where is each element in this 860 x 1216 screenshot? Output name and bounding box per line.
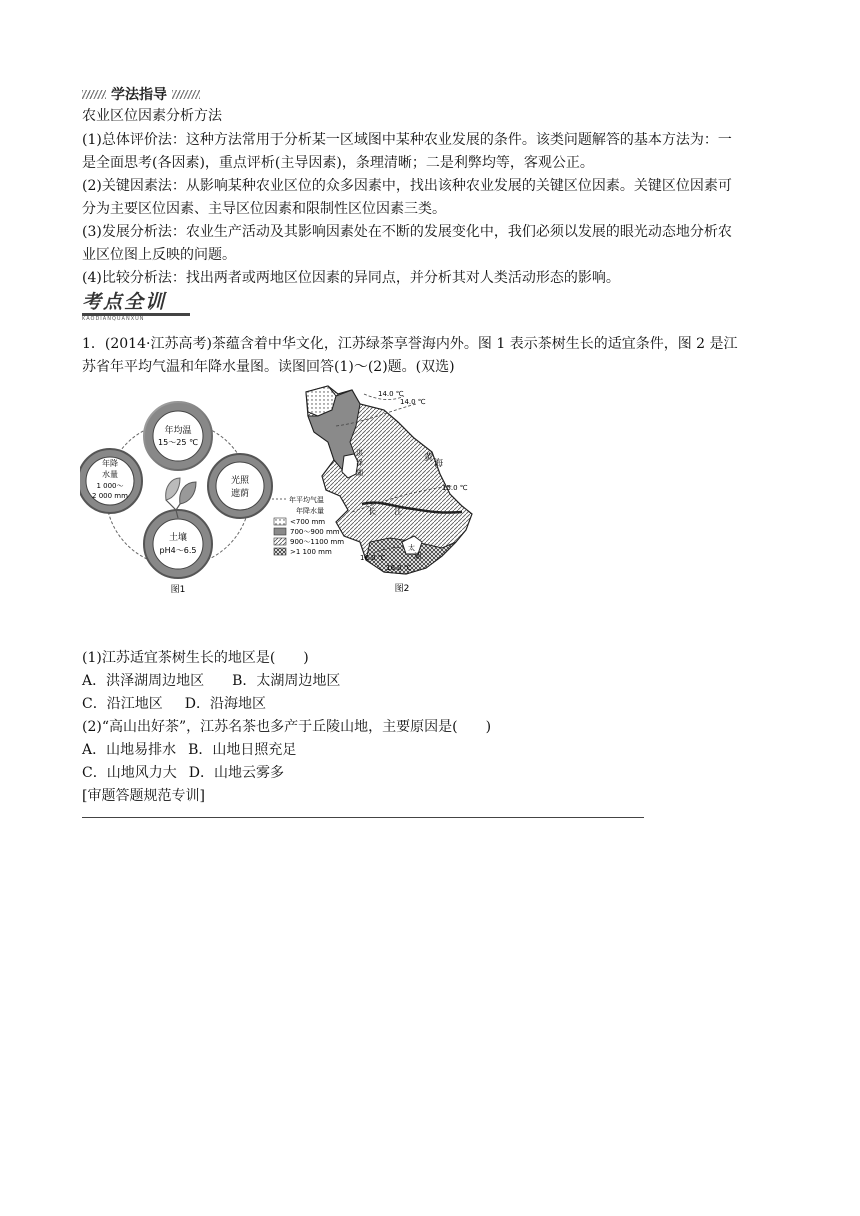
option-c[interactable]: C．沿江地区: [82, 696, 163, 712]
svg-text:遮荫: 遮荫: [230, 489, 250, 499]
method-line: (1)总体评价法：这种方法常用于分析某一区域图中某种农业发展的条件。该类问题解答的基本方法为：一: [82, 132, 732, 148]
figure-2-caption: 图2: [394, 584, 410, 594]
figure-1: [80, 386, 276, 600]
option-d[interactable]: D．沿海地区: [184, 696, 266, 712]
node-temperature: [144, 402, 212, 470]
option-d[interactable]: D．山地云雾多: [188, 765, 284, 781]
river-label: 江: [394, 507, 402, 516]
answer-line[interactable]: [82, 817, 644, 818]
tai-lake-label: 湖: [414, 552, 421, 560]
isotherm-label: 14.0 ℃: [400, 398, 426, 406]
method-line: 是全面思考(各因素)，重点评析(主导因素)，条理清晰；二是利弊均等，客观公正。: [82, 155, 594, 171]
map-legend: [272, 495, 344, 556]
sea-label: 海: [434, 459, 444, 469]
option-c[interactable]: C．山地风力大: [82, 765, 177, 781]
method-line: (2)关键因素法：从影响某种农业区位的众多因素中，找出该种农业发展的关键区位因素。关键区位因素可: [82, 178, 732, 194]
question-stem: 苏省年平均气温和年降水量图。读图回答(1)～(2)题。(双选): [82, 359, 455, 375]
tai-lake-label: 太: [408, 544, 415, 552]
option-row: [82, 739, 296, 761]
sea-label: 黄: [424, 453, 434, 463]
option-b[interactable]: B．太湖周边地区: [232, 673, 341, 689]
figure-2-map: [266, 382, 482, 596]
training-note: [审题答题规范专训]: [82, 788, 205, 804]
option-row: [82, 693, 266, 715]
figure-1-caption: 图1: [170, 585, 186, 595]
method-line: 业区位图上反映的问题。: [82, 247, 236, 263]
hatch-ornament-left: [82, 90, 106, 99]
brand-title: 考点全训: [82, 291, 167, 313]
legend-swatch: [274, 548, 286, 555]
node-precipitation: [80, 449, 142, 513]
option-a[interactable]: A．山地易排水: [82, 742, 177, 758]
hongze-label: 湖: [356, 469, 363, 477]
hatch-ornament-right: [172, 90, 200, 99]
question-stem: 1．(2014·江苏高考)茶蕴含着中华文化，江苏绿茶享誉海内外。图 1 表示茶树生长的适宜条件，图 2 是江: [82, 336, 738, 352]
method-line: (3)发展分析法：农业生产活动及其影响因素处在不断的发展变化中，我们必须以发展的眼光动态地分析农: [82, 224, 732, 240]
hongze-label: 泽: [356, 459, 363, 467]
legend-item: 700～900 mm: [290, 528, 340, 536]
legend-rain-title: 年降水量: [296, 507, 324, 515]
method-heading: 农业区位因素分析方法: [82, 108, 222, 124]
legend-item: >1 100 mm: [290, 548, 332, 556]
svg-text:2 000 mm: 2 000 mm: [92, 492, 128, 500]
legend-item: 900～1100 mm: [290, 538, 345, 546]
svg-text:年均温: 年均温: [164, 426, 192, 436]
node-light: [208, 454, 272, 518]
isotherm-label: 15.0 ℃: [442, 484, 468, 492]
legend-swatch: [274, 538, 286, 545]
legend-swatch: [274, 518, 286, 525]
option-row: [82, 670, 340, 692]
svg-text:年降: 年降: [102, 459, 118, 468]
node-soil: [144, 510, 212, 578]
legend-item: <700 mm: [290, 518, 326, 526]
isotherm-label: 16.0 ℃: [386, 564, 412, 572]
legend-temp: 年平均气温: [289, 496, 324, 504]
option-row: [82, 762, 284, 784]
svg-text:15～25 ℃: 15～25 ℃: [158, 438, 198, 447]
hongze-label: 洪: [356, 449, 363, 457]
section-title: 学法指导: [111, 87, 167, 103]
legend-swatch: [274, 528, 286, 535]
section-header: [82, 84, 200, 104]
brand-subtitle: KAODIANQUANXUN: [82, 316, 145, 322]
option-b[interactable]: B．山地日照充足: [188, 742, 297, 758]
svg-text:水量: 水量: [102, 470, 118, 479]
isotherm-label: 14.0 ℃: [378, 390, 404, 398]
option-a[interactable]: A．洪泽湖周边地区: [82, 673, 205, 689]
sub-question-2: (2)“高山出好茶”，江苏名茶也多产于丘陵山地，主要原因是( ): [82, 719, 492, 735]
svg-text:pH4～6.5: pH4～6.5: [159, 546, 197, 555]
isotherm-label: 16.0 ℃: [360, 554, 386, 562]
method-line: 分为主要区位因素、主导区位因素和限制性区位因素三类。: [82, 201, 446, 217]
brand-banner: [82, 292, 190, 322]
sub-question-1: (1)江苏适宜茶树生长的地区是( ): [82, 650, 309, 666]
river-label: 长: [368, 507, 376, 516]
svg-text:1 000～: 1 000～: [96, 482, 124, 490]
svg-text:土壤: 土壤: [168, 533, 188, 543]
svg-text:光照: 光照: [230, 476, 250, 486]
method-line: (4)比较分析法：找出两者或两地区位因素的异同点，并分析其对人类活动形态的影响。: [82, 270, 620, 286]
